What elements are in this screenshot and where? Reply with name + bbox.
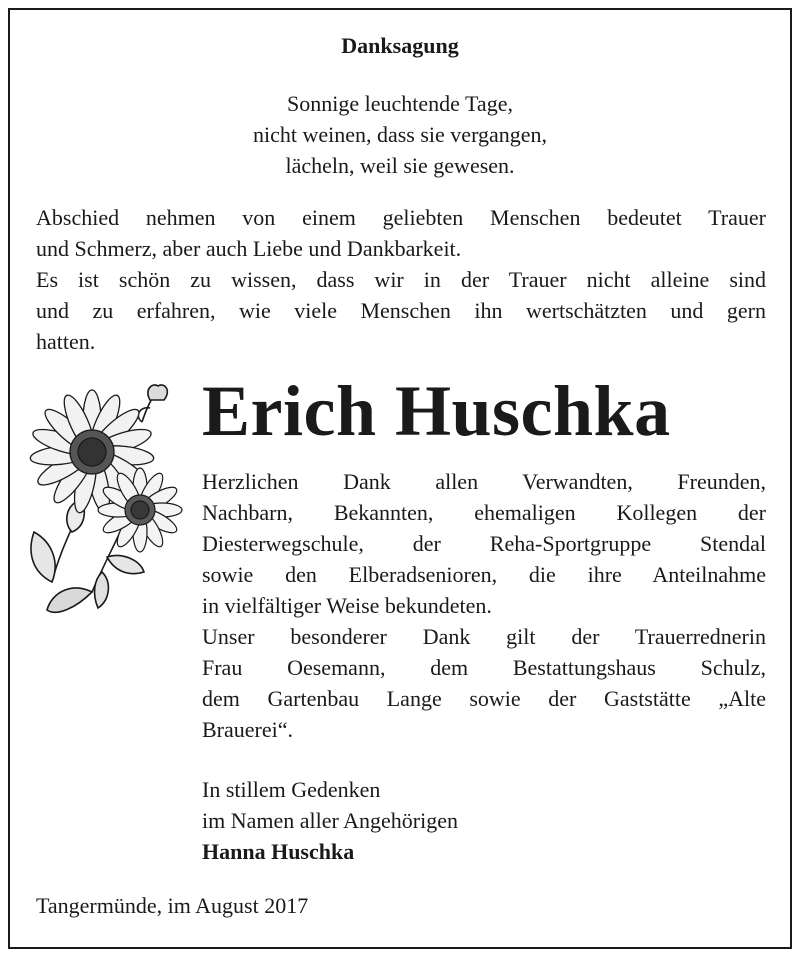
intro-line: hatten.: [36, 329, 96, 354]
intro-paragraph: [36, 202, 766, 357]
signer-name: Hanna Huschka: [202, 839, 355, 864]
poem-line: lächeln, weil sie gewesen.: [285, 153, 515, 178]
poem: [0, 88, 800, 181]
thanks-line: Herzlichen Dank allen Verwandten, Freunden,: [202, 469, 766, 494]
thanks-line: Nachbarn, Bekannten, ehemaligen Kollegen der: [202, 500, 766, 525]
thanks-line: dem Gartenbau Lange sowie der Gaststätte „Alte: [202, 686, 766, 711]
thanks-line: Brauerei“.: [202, 717, 293, 742]
sunflowers-icon: [22, 382, 192, 622]
notice-heading: Danksagung: [341, 33, 459, 58]
place-date: Tangermünde, im August 2017: [36, 893, 309, 918]
intro-line: Abschied nehmen von einem geliebten Menschen bedeutet Trauer: [36, 205, 766, 230]
closing-block: [202, 774, 458, 867]
thanks-line: sowie den Elberadsenioren, die ihre Anteilnahme: [202, 562, 766, 587]
intro-line: Es ist schön zu wissen, dass wir in der Trauer nicht alleine sind: [36, 267, 766, 292]
poem-line: Sonnige leuchtende Tage,: [287, 91, 513, 116]
thanks-line: Frau Oesemann, dem Bestattungshaus Schulz,: [202, 655, 766, 680]
thanks-line: Unser besonderer Dank gilt der Trauerrednerin: [202, 624, 766, 649]
thanks-paragraph: [202, 466, 766, 745]
closing-line: In stillem Gedenken: [202, 777, 381, 802]
intro-line: und Schmerz, aber auch Liebe und Dankbarkeit.: [36, 236, 462, 261]
intro-line: und zu erfahren, wie viele Menschen ihn wertschätzten und gern: [36, 298, 766, 323]
closing-line: im Namen aller Angehörigen: [202, 808, 458, 833]
poem-line: nicht weinen, dass sie vergangen,: [252, 122, 548, 147]
deceased-name: Erich Huschka: [202, 371, 671, 451]
thanks-line: Diesterwegschule, der Reha-Sportgruppe Stendal: [202, 531, 766, 556]
thanks-line: in vielfältiger Weise bekundeten.: [202, 593, 492, 618]
